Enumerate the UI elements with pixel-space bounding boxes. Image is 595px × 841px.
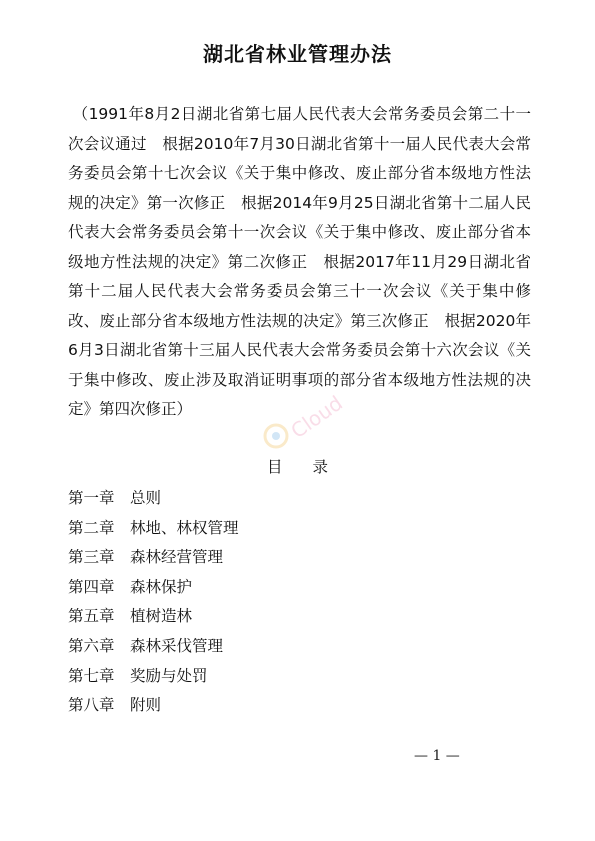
toc-chapter-name: 林地、林权管理 [130, 518, 239, 537]
cloud-watermark-icon [258, 378, 358, 458]
toc-item [68, 484, 239, 514]
toc-heading-left: 目 [266, 458, 283, 476]
watermark-text: Cloud [286, 390, 347, 444]
toc-item [68, 632, 239, 662]
toc-item [68, 514, 239, 544]
toc-chapter-number: 第二章 [68, 518, 115, 537]
toc-chapter-number: 第八章 [68, 696, 115, 715]
toc-chapter-name: 奖励与处罚 [130, 666, 208, 685]
toc-item [68, 573, 239, 603]
page-number: — 1 — [414, 748, 460, 764]
toc-item [68, 662, 239, 692]
toc-heading [0, 455, 595, 477]
toc-item [68, 691, 239, 721]
toc-item [68, 543, 239, 573]
document-preamble: （1991年8月2日湖北省第七届人民代表大会常务委员会第二十一次会议通过 根据2010年7月30日湖北省第十一届人民代表大会常务委员会第十七次会议《关于集中修改、废止部分省本级地方性法规的决定》第一次修正 根据2014年9月25日湖北省第十二届人民代表大会常务委员会第十一次会议《关于集中修改、废止部分省本级地方性法规的决定》第二次修正 根据2017年11月29日湖北省第十二届人民代表大会常务委员会第三十一次会议《关于集中修改、废止部分省本级地方性法规的决定》第三次修正 根据2020年6月3日湖北省第十三届人民代表大会常务委员会第十六次会议《关于集中修改、废止涉及取消证明事项的部分省本级地方性法规的决定》第四次修正） [68, 105, 531, 418]
toc-chapter-number: 第四章 [68, 577, 115, 596]
toc-chapter-name: 森林采伐管理 [130, 636, 224, 655]
toc-chapter-number: 第三章 [68, 548, 115, 567]
toc-chapter-number: 第一章 [68, 489, 115, 507]
toc-item [68, 602, 239, 632]
toc-chapter-name: 森林保护 [130, 577, 193, 596]
toc-chapter-name: 附则 [130, 696, 162, 715]
watermark-logo-dot [272, 432, 280, 440]
toc-chapter-number: 第五章 [68, 607, 115, 626]
toc-chapter-number: 第六章 [68, 636, 115, 655]
toc-chapter-number: 第七章 [68, 666, 115, 685]
toc-chapter-name: 植树造林 [130, 607, 193, 626]
toc-chapter-name: 总则 [130, 489, 162, 507]
toc-chapter-name: 森林经营管理 [130, 548, 224, 567]
toc-heading-right: 录 [312, 458, 329, 476]
table-of-contents [68, 484, 239, 721]
document-title: 湖北省林业管理办法 [203, 42, 392, 66]
